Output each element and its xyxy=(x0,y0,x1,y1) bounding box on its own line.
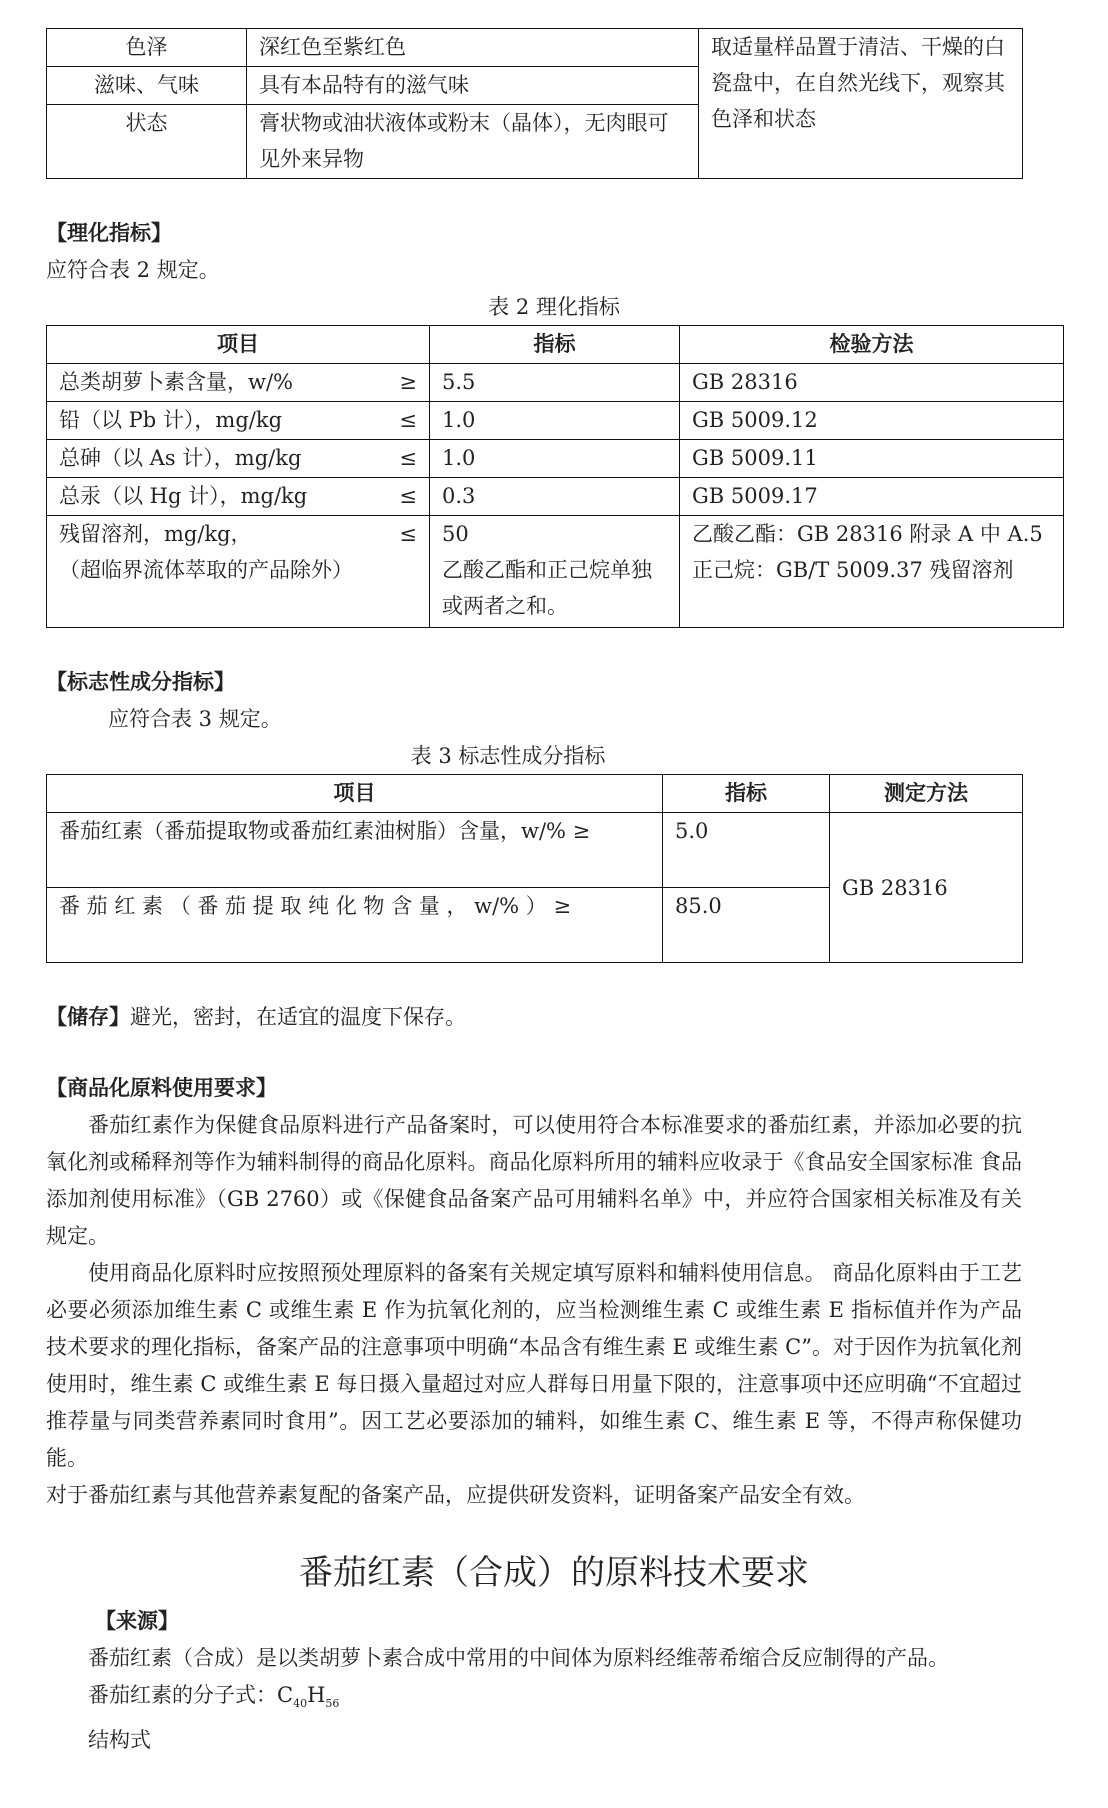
method-cell: GB 5009.11 xyxy=(680,440,1064,478)
value-text: 50 xyxy=(442,522,469,546)
physchem-table xyxy=(46,325,1064,628)
column-header: 项目 xyxy=(47,775,663,813)
table-row xyxy=(47,29,1023,67)
paragraph: 番茄红素（合成）是以类胡萝卜素合成中常用的中间体为原料经维蒂希缩合反应制得的产品。 xyxy=(88,1646,949,1670)
item-cell: 滋味、气味 xyxy=(47,67,247,105)
requirement-cell: 膏状物或油状液体或粉末（晶体），无肉眼可见外来异物 xyxy=(247,105,699,179)
item-cell: 色泽 xyxy=(47,29,247,67)
table-row xyxy=(47,516,1064,628)
item-cell xyxy=(47,440,430,478)
item-text: 残留溶剂，mg/kg， xyxy=(59,522,252,546)
section-heading-marker xyxy=(46,667,235,697)
column-header: 检验方法 xyxy=(680,326,1064,364)
value-cell: 5.5 xyxy=(430,364,680,402)
sensory-table xyxy=(46,28,1023,179)
paragraph: 番茄红素作为保健食品原料进行产品备案时，可以使用符合本标准要求的番茄红素，并添加必要的抗氧化剂或稀释剂等作为辅料制得的商品化原料。商品化原料所用的辅料应收录于《食品安全国家标准 食品添加剂使用标准》（GB 2760）或《保健食品备案产品可用辅料名单》中，并应符合国家相关标准及有关规定。 xyxy=(46,1113,1022,1248)
value-cell: 1.0 xyxy=(430,402,680,440)
commercial-body xyxy=(46,1107,1022,1514)
formula-subscript: 56 xyxy=(325,1697,340,1711)
section-heading-physchem xyxy=(46,218,172,248)
table-row xyxy=(47,364,1064,402)
operator: ≤ xyxy=(399,522,417,546)
method-cell: GB 5009.12 xyxy=(680,402,1064,440)
table-row xyxy=(47,402,1064,440)
storage-line xyxy=(46,1002,466,1032)
value-cell: 5.0 xyxy=(663,813,830,888)
value-cell xyxy=(430,516,680,628)
column-header: 测定方法 xyxy=(830,775,1023,813)
table-caption: 表 3 标志性成分指标 xyxy=(410,744,606,768)
formula-label: 番茄红素的分子式： xyxy=(88,1683,277,1707)
formula-subscript: 40 xyxy=(293,1697,308,1711)
item-text: 总汞（以 Hg 计），mg/kg xyxy=(59,484,308,508)
item-text: 铅（以 Pb 计），mg/kg xyxy=(59,408,283,432)
requirement-cell: 具有本品特有的滋气味 xyxy=(247,67,699,105)
heading-text: 【标志性成分指标】 xyxy=(46,669,235,694)
method-cell: GB 28316 xyxy=(830,813,1023,963)
table-header-row xyxy=(47,326,1064,364)
operator: ≤ xyxy=(399,408,417,432)
heading-text: 【理化指标】 xyxy=(46,220,172,245)
operator: ≤ xyxy=(399,446,417,470)
operator: ≤ xyxy=(399,484,417,508)
source-body xyxy=(46,1640,1022,1759)
page-title: 番茄红素（合成）的原料技术要求 xyxy=(299,1553,809,1593)
value-cell: 85.0 xyxy=(663,888,830,963)
method-cell xyxy=(680,516,1064,628)
table-row xyxy=(47,440,1064,478)
table-row xyxy=(47,813,1023,888)
requirement-cell: 深红色至紫红色 xyxy=(247,29,699,67)
heading-text: 【来源】 xyxy=(95,1608,179,1633)
formula-element: C xyxy=(277,1683,294,1707)
marker-table xyxy=(46,774,1023,963)
method-cell: GB 28316 xyxy=(680,364,1064,402)
storage-text: 避光，密封，在适宜的温度下保存。 xyxy=(130,1005,466,1029)
paragraph: 对于番茄红素与其他营养素复配的备案产品，应提供研发资料，证明备案产品安全有效。 xyxy=(46,1483,865,1507)
method-text: 乙酸乙酯：GB 28316 附录 A 中 A.5 xyxy=(692,522,1043,546)
table-caption: 表 2 理化指标 xyxy=(488,295,620,319)
heading-text: 【商品化原料使用要求】 xyxy=(46,1075,277,1100)
item-cell: 状态 xyxy=(47,105,247,179)
column-header: 项目 xyxy=(47,326,430,364)
operator: ≥ xyxy=(399,370,417,394)
section-heading-commercial xyxy=(46,1073,277,1103)
item-text: 总砷（以 As 计），mg/kg xyxy=(59,446,302,470)
section-heading-source xyxy=(95,1606,179,1636)
intro-text: 应符合表 3 规定。 xyxy=(108,707,282,731)
value-note: 乙酸乙酯和正己烷单独或两者之和。 xyxy=(442,558,652,618)
item-cell: 番 茄 红 素 （ 番 茄 提 取 纯 化 物 含 量 ， w/% ） ≥ xyxy=(47,888,663,963)
structure-label: 结构式 xyxy=(88,1728,151,1753)
item-cell xyxy=(47,364,430,402)
item-cell xyxy=(47,516,430,628)
table-header-row xyxy=(47,775,1023,813)
method-cell: GB 5009.17 xyxy=(680,478,1064,516)
column-header: 指标 xyxy=(430,326,680,364)
method-cell: 取适量样品置于清洁、干燥的白瓷盘中，在自然光线下，观察其色泽和状态 xyxy=(699,29,1023,179)
item-note: （超临界流体萃取的产品除外） xyxy=(59,558,353,582)
item-cell xyxy=(47,478,430,516)
item-cell: 番茄红素（番茄提取物或番茄红素油树脂）含量，w/% ≥ xyxy=(47,813,663,888)
value-cell: 1.0 xyxy=(430,440,680,478)
method-text: 正己烷：GB/T 5009.37 残留溶剂 xyxy=(692,558,1014,582)
item-cell xyxy=(47,402,430,440)
value-cell: 0.3 xyxy=(430,478,680,516)
paragraph: 使用商品化原料时应按照预处理原料的备案有关规定填写原料和辅料使用信息。 商品化原料由于工艺必要必须添加维生素 C 或维生素 E 作为抗氧化剂的，应当检测维生素 C 或维生素 E 指标值并作为产品技术要求的理化指标，备案产品的注意事项中明确“本品含有维生素 E 或维生素 C”。对于因作为抗氧化剂使用时，维生素 C 或维生素 E 每日摄入量超过对应人群每日用量下限的，注意事项中还应明确“不宜超过推荐量与同类营养素同时食用”。因工艺必要添加的辅料，如维生素 C、维生素 E 等，不得声称保健功能。 xyxy=(46,1261,1022,1470)
column-header: 指标 xyxy=(663,775,830,813)
formula-line xyxy=(46,1677,1022,1722)
table-row xyxy=(47,478,1064,516)
storage-label: 【储存】 xyxy=(46,1004,130,1029)
formula-element: H xyxy=(307,1683,326,1707)
intro-text: 应符合表 2 规定。 xyxy=(46,258,220,282)
item-text: 总类胡萝卜素含量，w/% xyxy=(59,370,294,394)
